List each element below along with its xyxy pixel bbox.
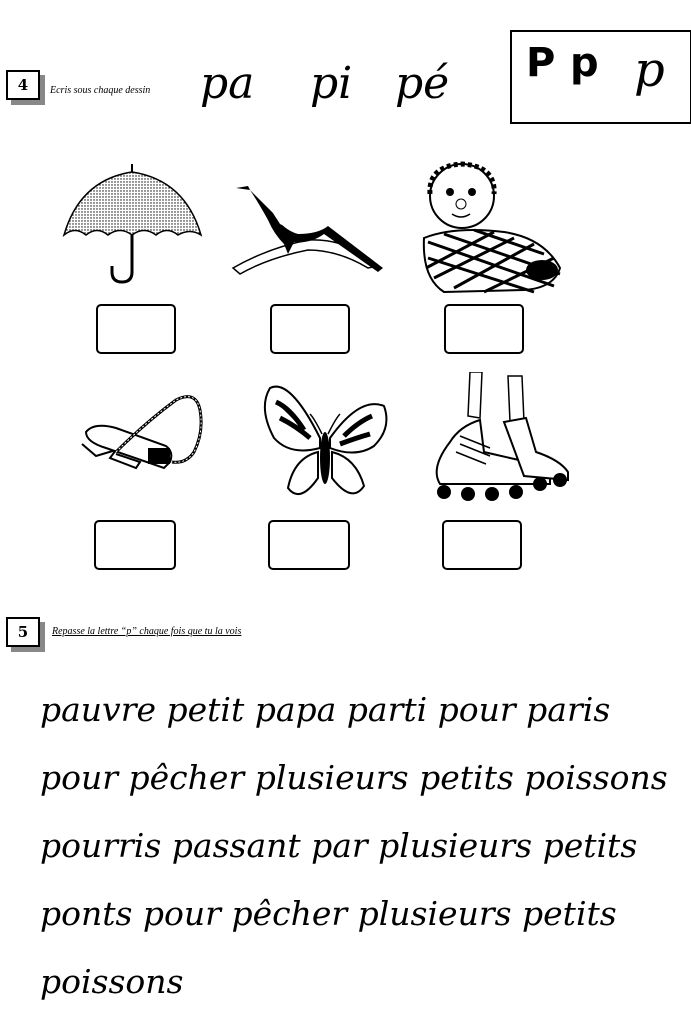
syllable-pi: pi — [310, 58, 353, 109]
tracing-line-5[interactable]: poissons — [40, 962, 184, 1001]
exercise-number-badge-5: 5 — [6, 617, 40, 647]
syllable-pa: pa — [200, 58, 255, 109]
letter-uppercase: P — [526, 40, 556, 86]
bird-icon — [228, 168, 388, 278]
answer-box-umbrella[interactable] — [96, 304, 176, 354]
letter-lowercase: p — [570, 40, 599, 86]
umbrella-icon — [60, 160, 205, 285]
butterfly-icon — [260, 378, 390, 508]
syllable-pe: pé — [395, 58, 450, 109]
doll-icon — [414, 158, 564, 298]
answer-box-doll[interactable] — [444, 304, 524, 354]
exercise-instruction: Ecris sous chaque dessin — [50, 85, 151, 96]
exercise-number-badge: 4 — [6, 70, 40, 100]
vacuum-cleaner-icon — [76, 392, 211, 477]
answer-box-butterfly[interactable] — [268, 520, 350, 570]
tracing-line-3[interactable]: pourris passant par plusieurs petits — [40, 826, 638, 865]
tracing-line-4[interactable]: ponts pour pêcher plusieurs petits — [40, 894, 617, 933]
letter-reference-box — [510, 30, 691, 124]
answer-box-skates[interactable] — [442, 520, 522, 570]
roller-skates-icon — [420, 372, 570, 502]
answer-box-vacuum[interactable] — [94, 520, 176, 570]
exercise-instruction-5: Repasse la lettre “p” chaque fois que tu la vois — [52, 626, 242, 637]
answer-box-bird[interactable] — [270, 304, 350, 354]
tracing-line-1[interactable]: pauvre petit papa parti pour paris — [40, 690, 611, 729]
tracing-line-2[interactable]: pour pêcher plusieurs petits poissons — [40, 758, 668, 797]
letter-cursive: p — [634, 42, 665, 98]
